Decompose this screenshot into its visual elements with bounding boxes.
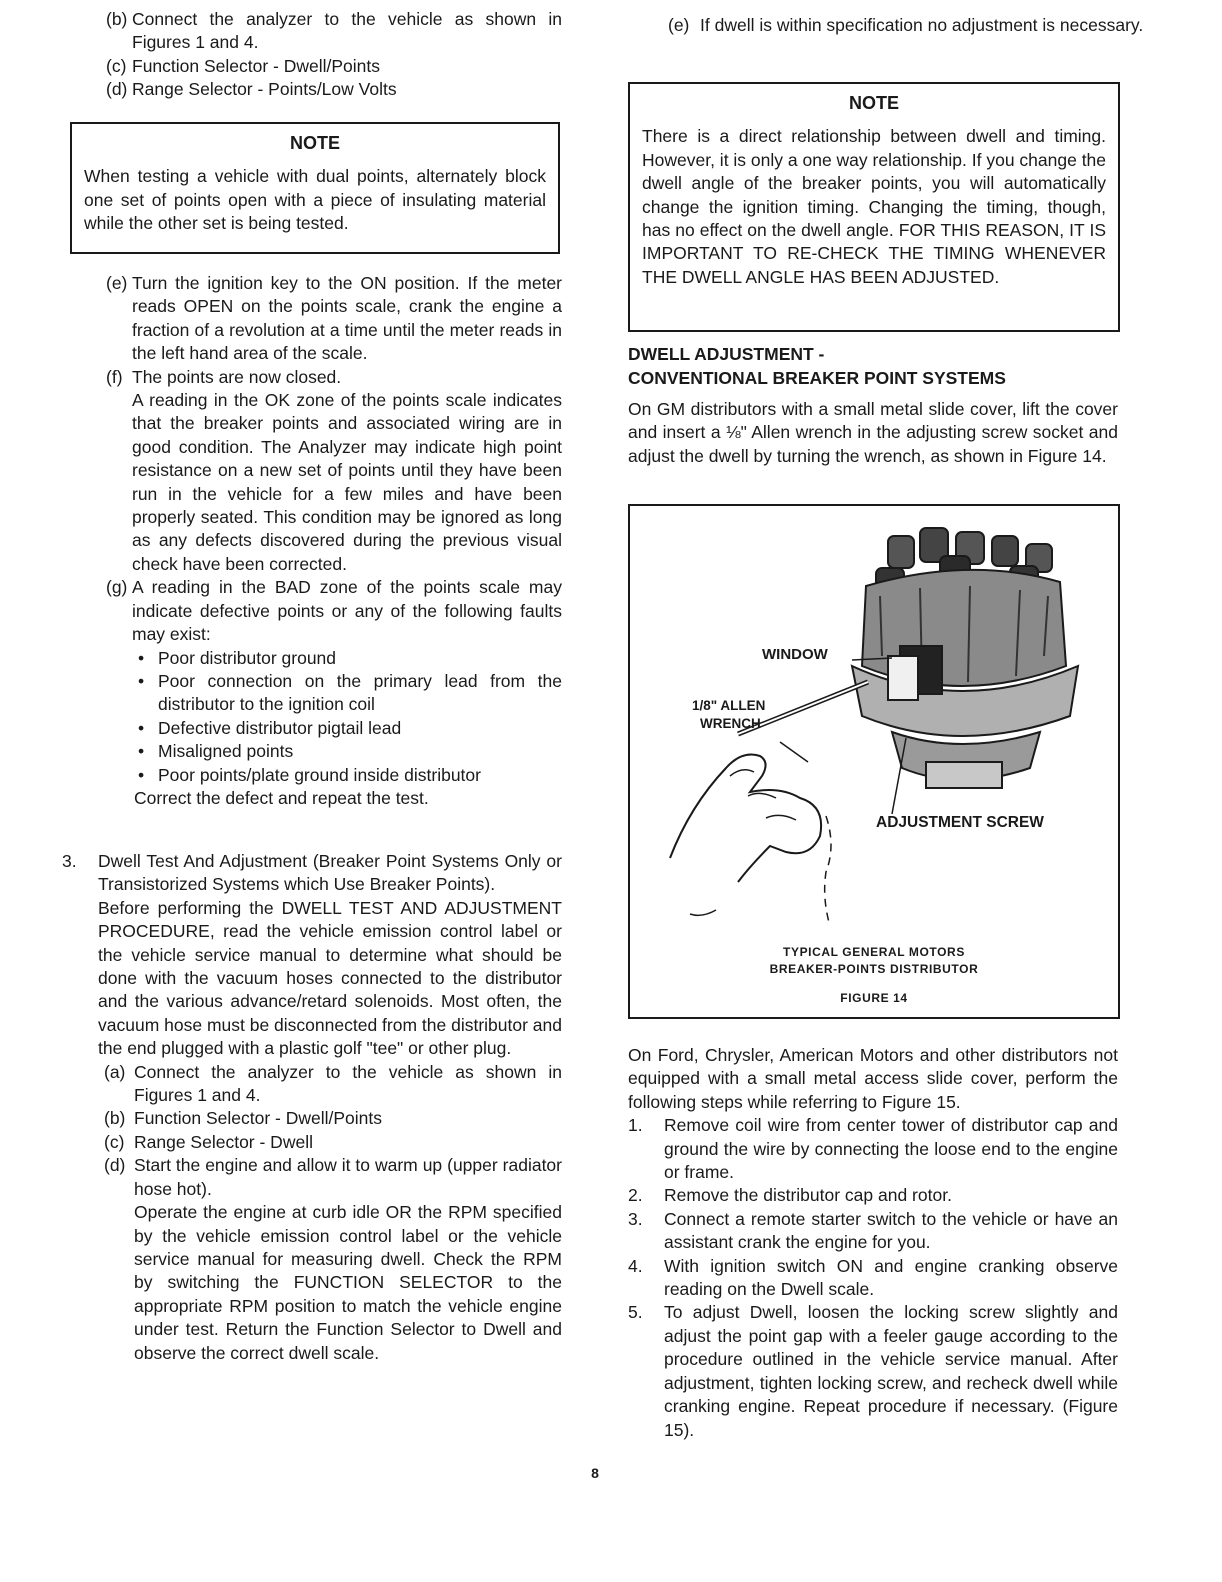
list-item: (c) Function Selector - Dwell/Points — [106, 55, 381, 76]
cap-tower — [888, 536, 914, 568]
step-3-title: 3. Dwell Test And Adjustment (Breaker Point Systems Only or Transistorized Systems which Use Breaker Points). Before performing the DWELL TEST AND ADJUSTMENT PROCEDURE, read the vehicle emission control label or the vehicle service manual to determine what should be done with the vacuum hoses connected to the distributor and the various advance/retard solenoids. Most often, the vacuum hose must be disconnected from the distributor and the end plugged with a plastic golf "tee" or other plug. — [62, 851, 562, 1059]
list-item-g: (g) A reading in the BAD zone of the points scale may indicate defective points or any of the following faults may exist: — [106, 577, 562, 645]
bullet-item: • Poor distributor ground — [62, 647, 562, 670]
figure-caption-line-2: BREAKER-POINTS DISTRIBUTOR — [769, 962, 979, 976]
bullet-item: • Defective distributor pigtail lead — [62, 717, 562, 740]
note-box-dual-points — [70, 122, 560, 254]
section-heading: CONVENTIONAL BREAKER POINT SYSTEMS — [628, 368, 1006, 388]
bullet-icon: • — [138, 741, 145, 762]
cap-tower — [992, 536, 1018, 566]
label-wrench-line-1: 1/8" ALLEN — [692, 698, 766, 713]
top-items — [62, 8, 562, 102]
note-title: NOTE — [848, 93, 899, 113]
sub-item-a: (a) Connect the analyzer to the vehicle as shown in Figures 1 and 4. — [104, 1061, 562, 1106]
note-box-dwell-timing — [628, 82, 1120, 332]
bullet-item: • Poor connection on the primary lead from the distributor to the ignition coil — [138, 670, 562, 715]
distributor-illustration — [630, 506, 1118, 1017]
list-item: (b) Connect the analyzer to the vehicle as shown in Figures 1 and 4. — [106, 9, 562, 53]
wrench-leader-line — [780, 742, 808, 762]
bullet-icon: • — [138, 764, 145, 785]
note-text: When testing a vehicle with dual points, alternately block one set of points open with a piece of insulating material while the other set is being tested. — [84, 166, 546, 234]
bullet-icon: • — [138, 647, 145, 668]
label-window: WINDOW — [762, 646, 828, 663]
ford-section — [628, 1044, 1118, 1442]
step-item: 1. Remove coil wire from center tower of distributor cap and ground the wire by connecting the loose end to the engine or frame. — [628, 1115, 1118, 1183]
gm-paragraph: On GM distributors with a small metal slide cover, lift the cover and insert a ⅛" Allen wrench in the adjusting screw socket and adjust the dwell by turning the wrench, as shown in Figure 14. — [628, 399, 1118, 466]
section-heading: DWELL ADJUSTMENT - — [628, 344, 825, 364]
right-item-e: (e) If dwell is within specification no adjustment is necessary. — [668, 15, 1144, 35]
hand-outline — [670, 755, 821, 883]
step-3 — [62, 850, 562, 1365]
ford-paragraph: On Ford, Chrysler, American Motors and other distributors not equipped with a small metal access slide cover, perform the following steps while referring to Figure 15. — [628, 1045, 1118, 1112]
page-number: 8 — [591, 1465, 599, 1481]
dwell-adjustment-section — [628, 342, 1118, 468]
bullet-icon: • — [138, 717, 145, 738]
note-title: NOTE — [289, 133, 340, 153]
window-cover — [888, 656, 918, 700]
bullet-item: • Misaligned points — [62, 740, 562, 763]
bullet-item: • Poor points/plate ground inside distributor — [62, 764, 562, 787]
step-item: 4. With ignition switch ON and engine cranking observe reading on the Dwell scale. — [628, 1255, 1118, 1300]
correct-text: Correct the defect and repeat the test. — [134, 787, 429, 808]
list-item: (d) Range Selector - Points/Low Volts — [106, 79, 397, 100]
note-text: There is a direct relationship between dwell and timing. However, it is only a one way relationship. If you change the dwell angle of the breaker points, you will automatically change the ignition timing. Changing the timing, though, has no effect on the dwell angle. FOR THIS REASON, IT IS IMPORTANT TO RE-CHECK THE TIMING WHENEVER THE DWELL ANGLE HAS BEEN ADJUSTED. — [642, 126, 1107, 287]
sub-item-b: (b) Function Selector - Dwell/Points — [104, 1108, 383, 1129]
sub-item-d: (d) Start the engine and allow it to warm up (upper radiator hose hot). Operate the engine at curb idle OR the RPM specified by the vehicle emission control label or the vehicle service manual for measuring dwell. Check the RPM by switching the FUNCTION SELECTOR to the appropriate RPM position to match the vehicle engine under test. Return the Function Selector to Dwell and observe the correct dwell scale. — [104, 1155, 562, 1363]
sub-item-c: (c) Range Selector - Dwell — [104, 1131, 313, 1152]
left-body — [62, 272, 562, 810]
label-adjustment-screw: ADJUSTMENT SCREW — [876, 814, 1044, 831]
label-wrench-line-2: WRENCH — [700, 716, 761, 731]
list-item-e: (e) Turn the ignition key to the ON position. If the meter reads OPEN on the points scale, crank the engine a fraction of a revolution at a time until the meter reads in the left hand area of the scale. — [106, 273, 562, 364]
step-item: 5. To adjust Dwell, loosen the locking screw slightly and adjust the point gap with a feeler gauge according to the procedure outlined in the vehicle service manual. After adjustment, tighten locking screw, and recheck dwell while cranking engine. Repeat procedure if necessary. (Figure 15). — [628, 1302, 1118, 1440]
figure-number: FIGURE 14 — [840, 991, 908, 1005]
figure-14 — [628, 504, 1120, 1019]
list-item-f: (f) The points are now closed. A reading in the OK zone of the points scale indicates that the breaker points and associated wiring are in good condition. The Analyzer may indicate high point resistance on a new set of points until they have been run in the vehicle for a few miles and have been properly seated. This condition may be ignored as long as any defects discovered during the previous visual check have been corrected. — [106, 366, 562, 574]
figure-caption-line-1: TYPICAL GENERAL MOTORS — [783, 945, 965, 959]
step-item: 3. Connect a remote starter switch to the vehicle or have an assistant crank the engine for you. — [628, 1208, 1118, 1253]
distributor-shaft-housing — [926, 762, 1002, 788]
bullet-icon: • — [138, 670, 145, 691]
step-item: 2. Remove the distributor cap and rotor. — [628, 1185, 952, 1206]
